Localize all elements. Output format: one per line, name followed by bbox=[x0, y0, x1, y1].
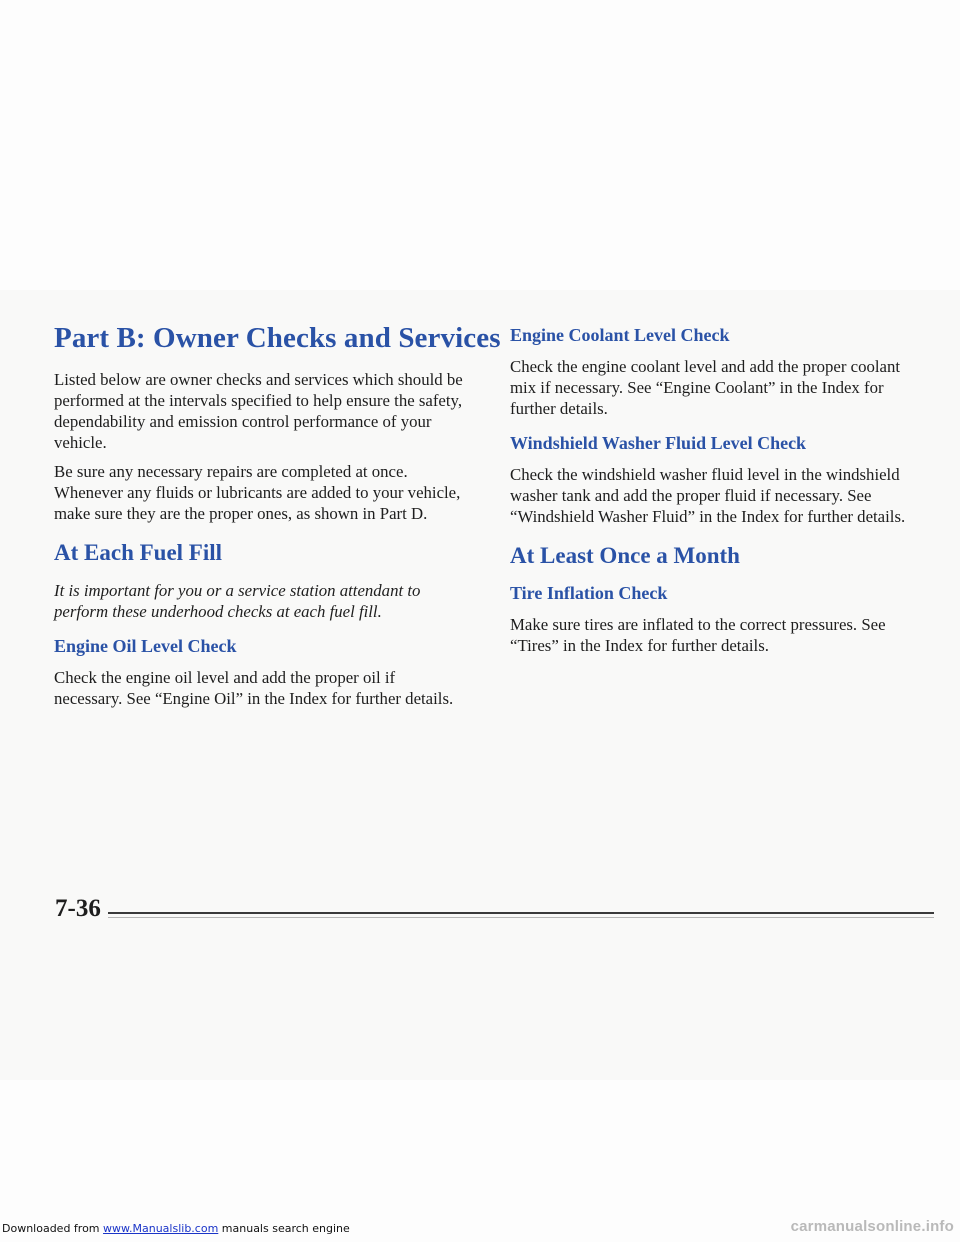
download-header bbox=[2, 1222, 350, 1235]
download-prefix: Downloaded from bbox=[2, 1222, 104, 1235]
footer-divider bbox=[108, 912, 934, 914]
right-column bbox=[510, 325, 930, 664]
subsection-title-engine-coolant: Engine Coolant Level Check bbox=[510, 325, 730, 345]
subsection-title-tire-inflation: Tire Inflation Check bbox=[510, 583, 668, 603]
intro-paragraph-2: Be sure any necessary repairs are completed at once. Whenever any fluids or lubricants are added to your vehicle, make sure they are the proper ones, as shown in Part D. bbox=[54, 462, 461, 523]
footer-divider-thin bbox=[108, 917, 934, 918]
section-title-once-a-month: At Least Once a Month bbox=[510, 543, 740, 568]
page-number: 7-36 bbox=[55, 895, 101, 922]
subsection-title-engine-oil: Engine Oil Level Check bbox=[54, 636, 237, 656]
part-title: Part B: Owner Checks and Services bbox=[54, 322, 501, 354]
left-column bbox=[54, 322, 501, 717]
manualslib-link[interactable]: www.Manualslib.com bbox=[103, 1222, 219, 1235]
section-title-fuel-fill: At Each Fuel Fill bbox=[54, 540, 223, 565]
engine-oil-text: Check the engine oil level and add the proper oil if necessary. See “Engine Oil” in the Index for further details. bbox=[54, 668, 454, 708]
subsection-title-washer-fluid: Windshield Washer Fluid Level Check bbox=[510, 433, 807, 453]
watermark: carmanualsonline.info bbox=[790, 1218, 954, 1235]
engine-coolant-text: Check the engine coolant level and add the proper coolant mix if necessary. See “Engine Coolant” in the Index for further details. bbox=[510, 357, 901, 418]
fuel-fill-note: It is important for you or a service station attendant to perform these underhood checks at each fuel fill. bbox=[54, 581, 421, 621]
washer-fluid-text: Check the windshield washer fluid level in the windshield washer tank and add the proper fluid if necessary. See “Windshield Washer Fluid” in the Index for further details. bbox=[510, 465, 906, 526]
tire-inflation-text: Make sure tires are inflated to the correct pressures. See “Tires” in the Index for further details. bbox=[510, 615, 886, 655]
download-suffix: manuals search engine bbox=[218, 1222, 350, 1235]
intro-paragraph-1: Listed below are owner checks and services which should be performed at the intervals specified to help ensure the safety, dependability and emission control performance of your vehicle. bbox=[54, 370, 463, 452]
